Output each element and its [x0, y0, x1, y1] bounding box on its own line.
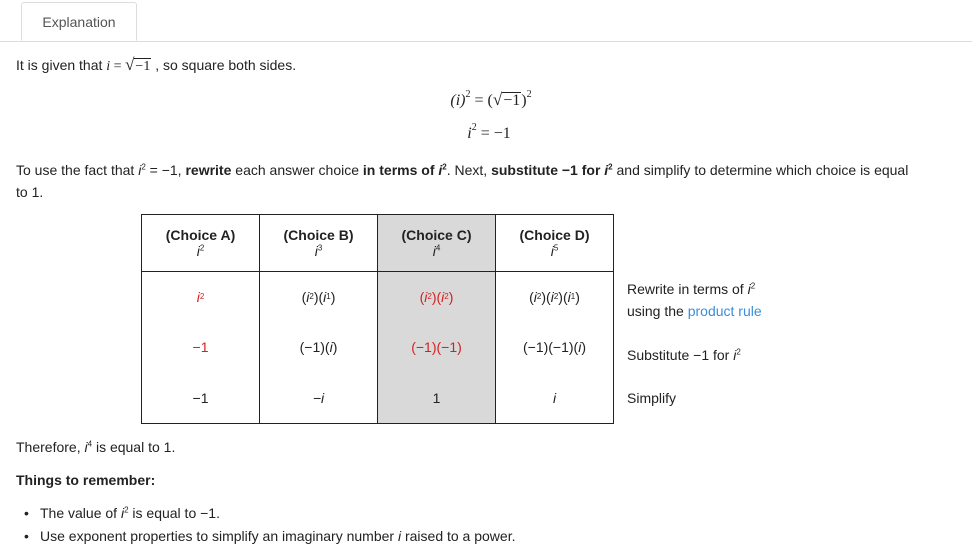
eq1-radicand: −1 — [503, 92, 521, 109]
list-item: • Use exponent properties to simplify an imaginary number i raised to a power. — [40, 525, 515, 548]
list-item: • The value of $i^2$ is equal to −1. — [40, 502, 515, 525]
product-rule-link[interactable]: product rule — [687, 303, 762, 319]
sqrt-symbol: √−1 — [125, 55, 151, 74]
header-choice-c: (Choice C) $i^4$ — [378, 215, 496, 272]
eq1-left-exp: 2 — [465, 88, 471, 100]
eq2-left: i — [467, 125, 472, 143]
column-choice-b: ( i 2 )( i 1 ) (−1)( i ) −i — [260, 272, 378, 424]
intro-var: i — [106, 59, 111, 74]
therefore-text: Therefore, $i^4$ is equal to 1. — [16, 439, 176, 455]
tab-divider — [0, 41, 972, 42]
intro-post: , so square both sides. — [151, 57, 297, 73]
tab-explanation[interactable]: Explanation — [21, 2, 137, 41]
header-choice-a: (Choice A) $i^2$ — [142, 215, 260, 272]
instruction-paragraph: To use the fact that $i^2 = -1$, rewrite each answer choice in terms of $i^2$. Next, substitute −1 for $i^2$ and simplify to determine which choice is equal to 1. — [16, 162, 909, 200]
header-choice-d: (Choice D) $i^5$ — [496, 215, 614, 272]
eq1-left: (i) — [450, 92, 466, 109]
intro-radicand: −1 — [135, 59, 151, 74]
column-choice-d: ( i 2 )( i 2 )( i 1 ) (−1)(−1)( i ) i — [496, 272, 614, 424]
remember-heading: Things to remember: — [16, 472, 156, 488]
eq1-mid: = ( — [470, 92, 493, 109]
intro-text: It is given that — [16, 57, 107, 73]
intro-line — [16, 54, 296, 78]
eq2-exp: 2 — [471, 122, 477, 133]
equation-line-2 — [0, 124, 972, 143]
header-choice-b: (Choice B) $i^3$ — [260, 215, 378, 272]
tab-bar — [0, 0, 972, 42]
step-rewrite-label: Rewrite in terms of $i^2$ using the product rule — [627, 281, 762, 319]
eq2-right: = −1 — [476, 125, 511, 143]
column-choice-c: ( i 2 )( i 2 ) (−1)(−1) 1 — [378, 272, 496, 424]
choices-table — [141, 214, 614, 424]
column-choice-a: i 2 −1 −1 — [142, 272, 260, 424]
eq1-right-exp: 2 — [526, 88, 532, 100]
equation-line-1: $(i)^2 = (√-1)^2$ — [450, 88, 532, 109]
step-simplify-label: Simplify — [627, 390, 677, 406]
step-substitute-label: Substitute −1 for $i^2$ — [627, 347, 741, 363]
intro-equals: = — [110, 59, 126, 74]
eq1-right: ) — [521, 92, 527, 109]
remember-list — [40, 502, 515, 548]
